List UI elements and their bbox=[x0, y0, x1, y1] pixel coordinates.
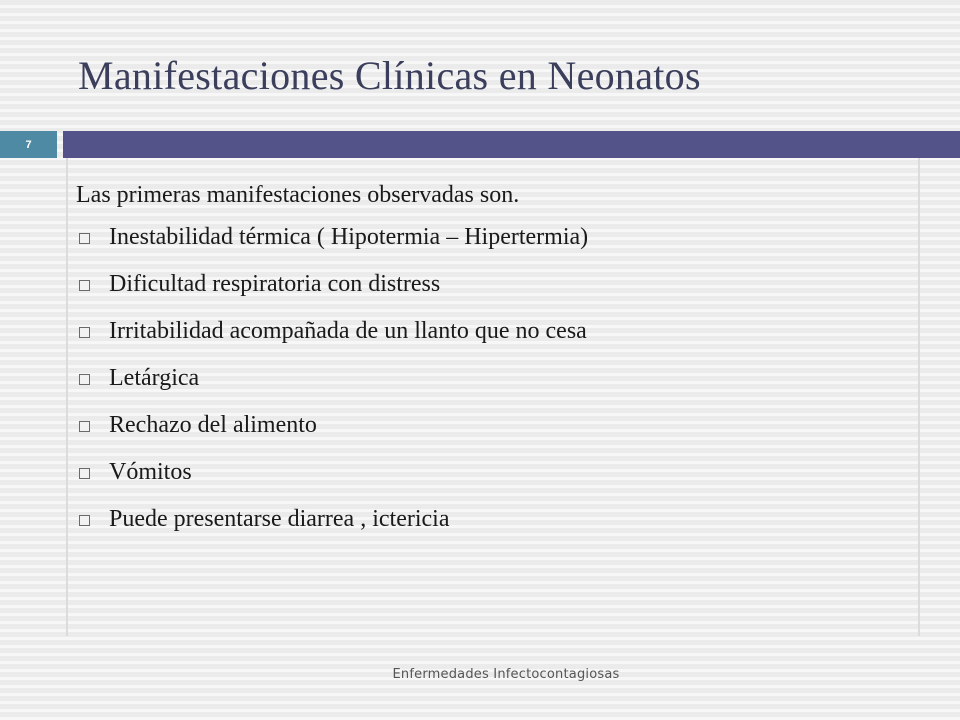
square-bullet-icon bbox=[79, 468, 90, 479]
bullet-text: Dificultad respiratoria con distress bbox=[109, 271, 441, 297]
bullet-item bbox=[76, 408, 936, 455]
slide-number: 7 bbox=[0, 131, 57, 158]
bullet-text: Puede presentarse diarrea , ictericia bbox=[109, 506, 450, 532]
bullet-list bbox=[76, 220, 936, 549]
header-band bbox=[63, 131, 960, 158]
bullet-item bbox=[76, 314, 936, 361]
left-guide-line bbox=[66, 158, 68, 636]
slide-body bbox=[76, 178, 936, 549]
slide-footer: Enfermedades Infectocontagiosas bbox=[392, 667, 620, 682]
bullet-text: Vómitos bbox=[109, 459, 192, 485]
bullet-text: Irritabilidad acompañada de un llanto que no cesa bbox=[109, 318, 587, 344]
bullet-text: Letárgica bbox=[109, 365, 200, 391]
intro-text: Las primeras manifestaciones observadas son. bbox=[76, 182, 520, 208]
bullet-item bbox=[76, 267, 936, 314]
square-bullet-icon bbox=[79, 374, 90, 385]
bullet-item bbox=[76, 502, 936, 549]
slide-title: Manifestaciones Clínicas en Neonatos bbox=[78, 53, 701, 98]
bullet-item bbox=[76, 220, 936, 267]
square-bullet-icon bbox=[79, 327, 90, 338]
square-bullet-icon bbox=[79, 515, 90, 526]
square-bullet-icon bbox=[79, 421, 90, 432]
square-bullet-icon bbox=[79, 233, 90, 244]
bullet-text: Inestabilidad térmica ( Hipotermia – Hipertermia) bbox=[109, 224, 589, 250]
bullet-text: Rechazo del alimento bbox=[109, 412, 317, 438]
bullet-item bbox=[76, 455, 936, 502]
bullet-item bbox=[76, 361, 936, 408]
square-bullet-icon bbox=[79, 280, 90, 291]
